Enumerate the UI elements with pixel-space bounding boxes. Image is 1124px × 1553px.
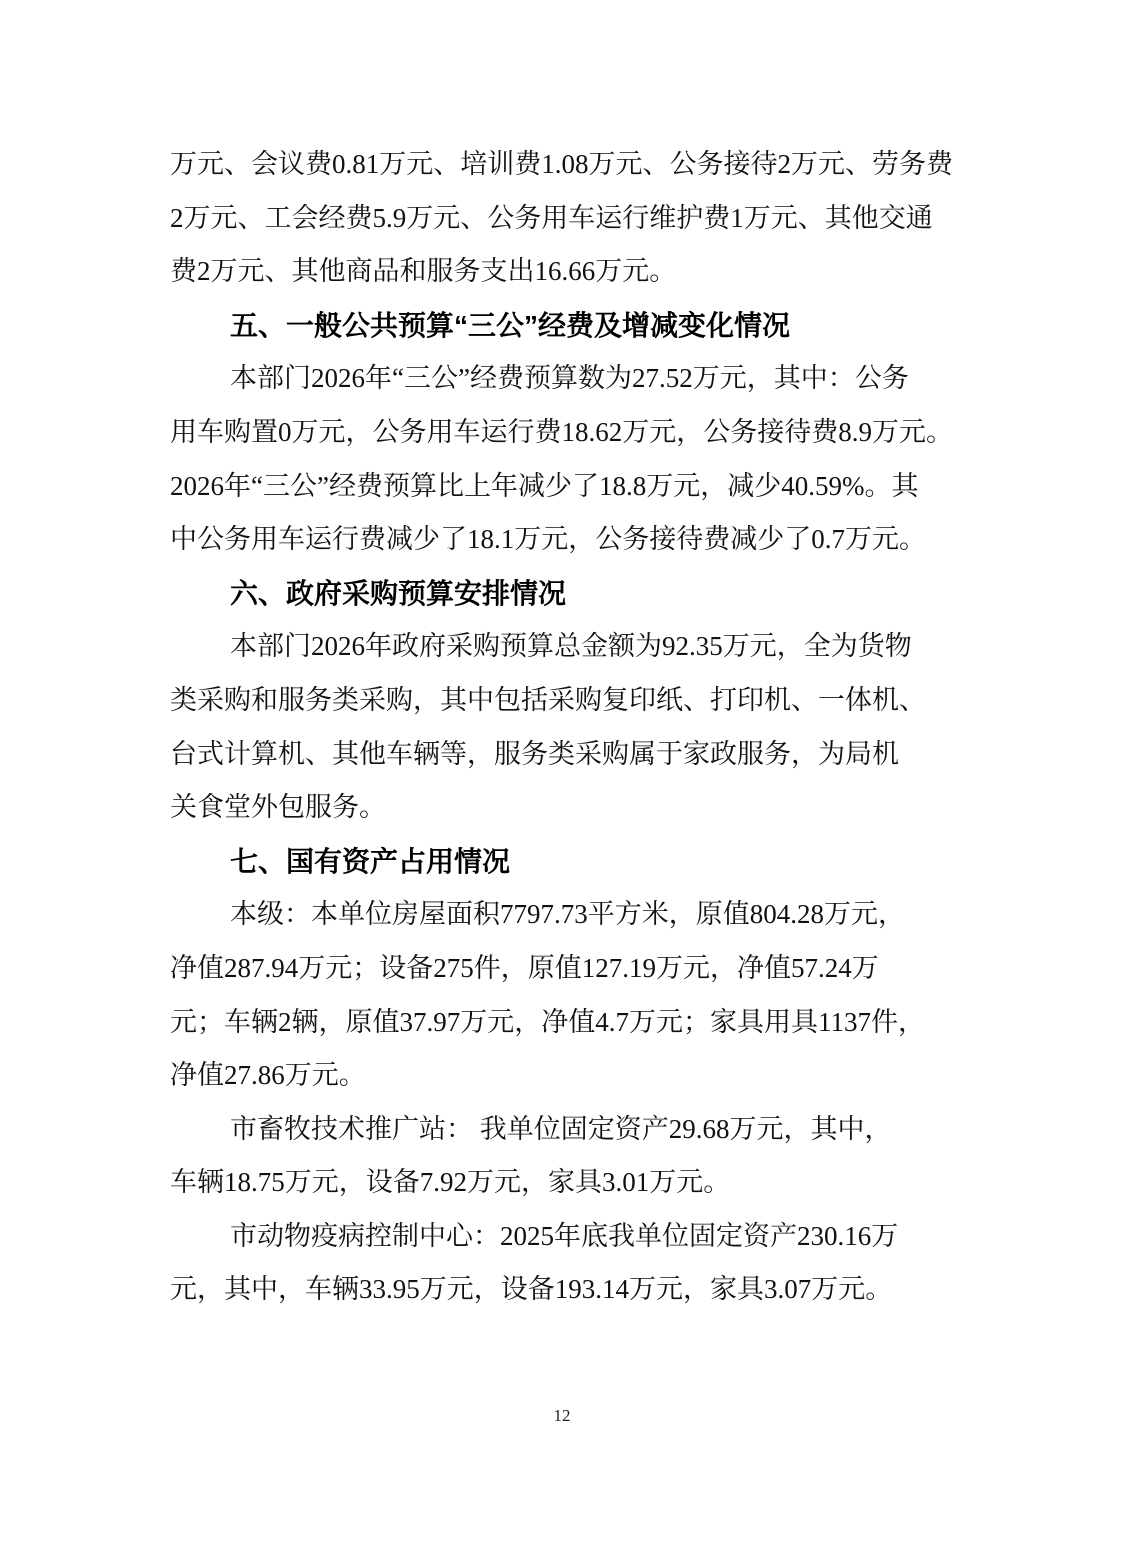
- text-line: 费2万元、其他商品和服务支出16.66万元。: [170, 256, 677, 287]
- section-heading-6-government-procurement: 六、政府采购预算安排情况: [230, 577, 567, 609]
- text-line: 台式计算机、其他车辆等，服务类采购属于家政服务，为局机: [170, 738, 899, 769]
- page-number: 12: [553, 1406, 571, 1425]
- text-line: 类采购和服务类采购，其中包括采购复印纸、打印机、一体机、: [170, 684, 926, 715]
- document-body: [170, 138, 957, 1317]
- text-line: 净值287.94万元；设备275件，原值127.19万元，净值57.24万: [170, 952, 879, 983]
- text-line: 关食堂外包服务。: [170, 792, 386, 823]
- text-line: 市动物疫病控制中心：2025年底我单位固定资产230.16万: [230, 1220, 899, 1251]
- text-line: 本部门2026年“三公”经费预算数为27.52万元，其中：公务: [230, 363, 909, 394]
- paragraph-three-public-funds: [170, 352, 957, 566]
- section-heading-5-three-public-funds: 五、一般公共预算“三公”经费及增减变化情况: [230, 309, 791, 341]
- text-line: 市畜牧技术推广站： 我单位固定资产29.68万元，其中，: [230, 1113, 892, 1144]
- text-line: 中公务用车运行费减少了18.1万元，公务接待费减少了0.7万元。: [170, 524, 926, 555]
- paragraph-state-assets-main: [170, 888, 957, 1102]
- text-line: 元，其中，车辆33.95万元，设备193.14万元，家具3.07万元。: [170, 1274, 893, 1305]
- text-line: 净值27.86万元。: [170, 1060, 366, 1091]
- text-line: 本级：本单位房屋面积7797.73平方米，原值804.28万元，: [230, 899, 905, 930]
- text-line: 万元、会议费0.81万元、培训费1.08万元、公务接待2万元、劳务费: [170, 149, 953, 179]
- text-line: 用车购置0万元，公务用车运行费18.62万元，公务接待费8.9万元。: [170, 416, 953, 447]
- text-line: 本部门2026年政府采购预算总金额为92.35万元，全为货物: [230, 631, 912, 662]
- paragraph-disease-control-center-assets: [170, 1210, 957, 1317]
- text-line: 车辆18.75万元，设备7.92万元，家具3.01万元。: [170, 1167, 731, 1198]
- text-line: 2026年“三公”经费预算比上年减少了18.8万元，减少40.59%。其: [170, 470, 919, 501]
- paragraph-livestock-station-assets: [170, 1103, 957, 1210]
- section-heading-7-state-assets: 七、国有资产占用情况: [230, 845, 511, 877]
- paragraph-expenses-continuation: [170, 138, 957, 299]
- text-line: 2万元、工会经费5.9万元、公务用车运行维护费1万元、其他交通: [170, 202, 933, 233]
- text-line: 元；车辆2辆，原值37.97万元，净值4.7万元；家具用具1137件，: [170, 1006, 925, 1037]
- paragraph-government-procurement: [170, 620, 957, 834]
